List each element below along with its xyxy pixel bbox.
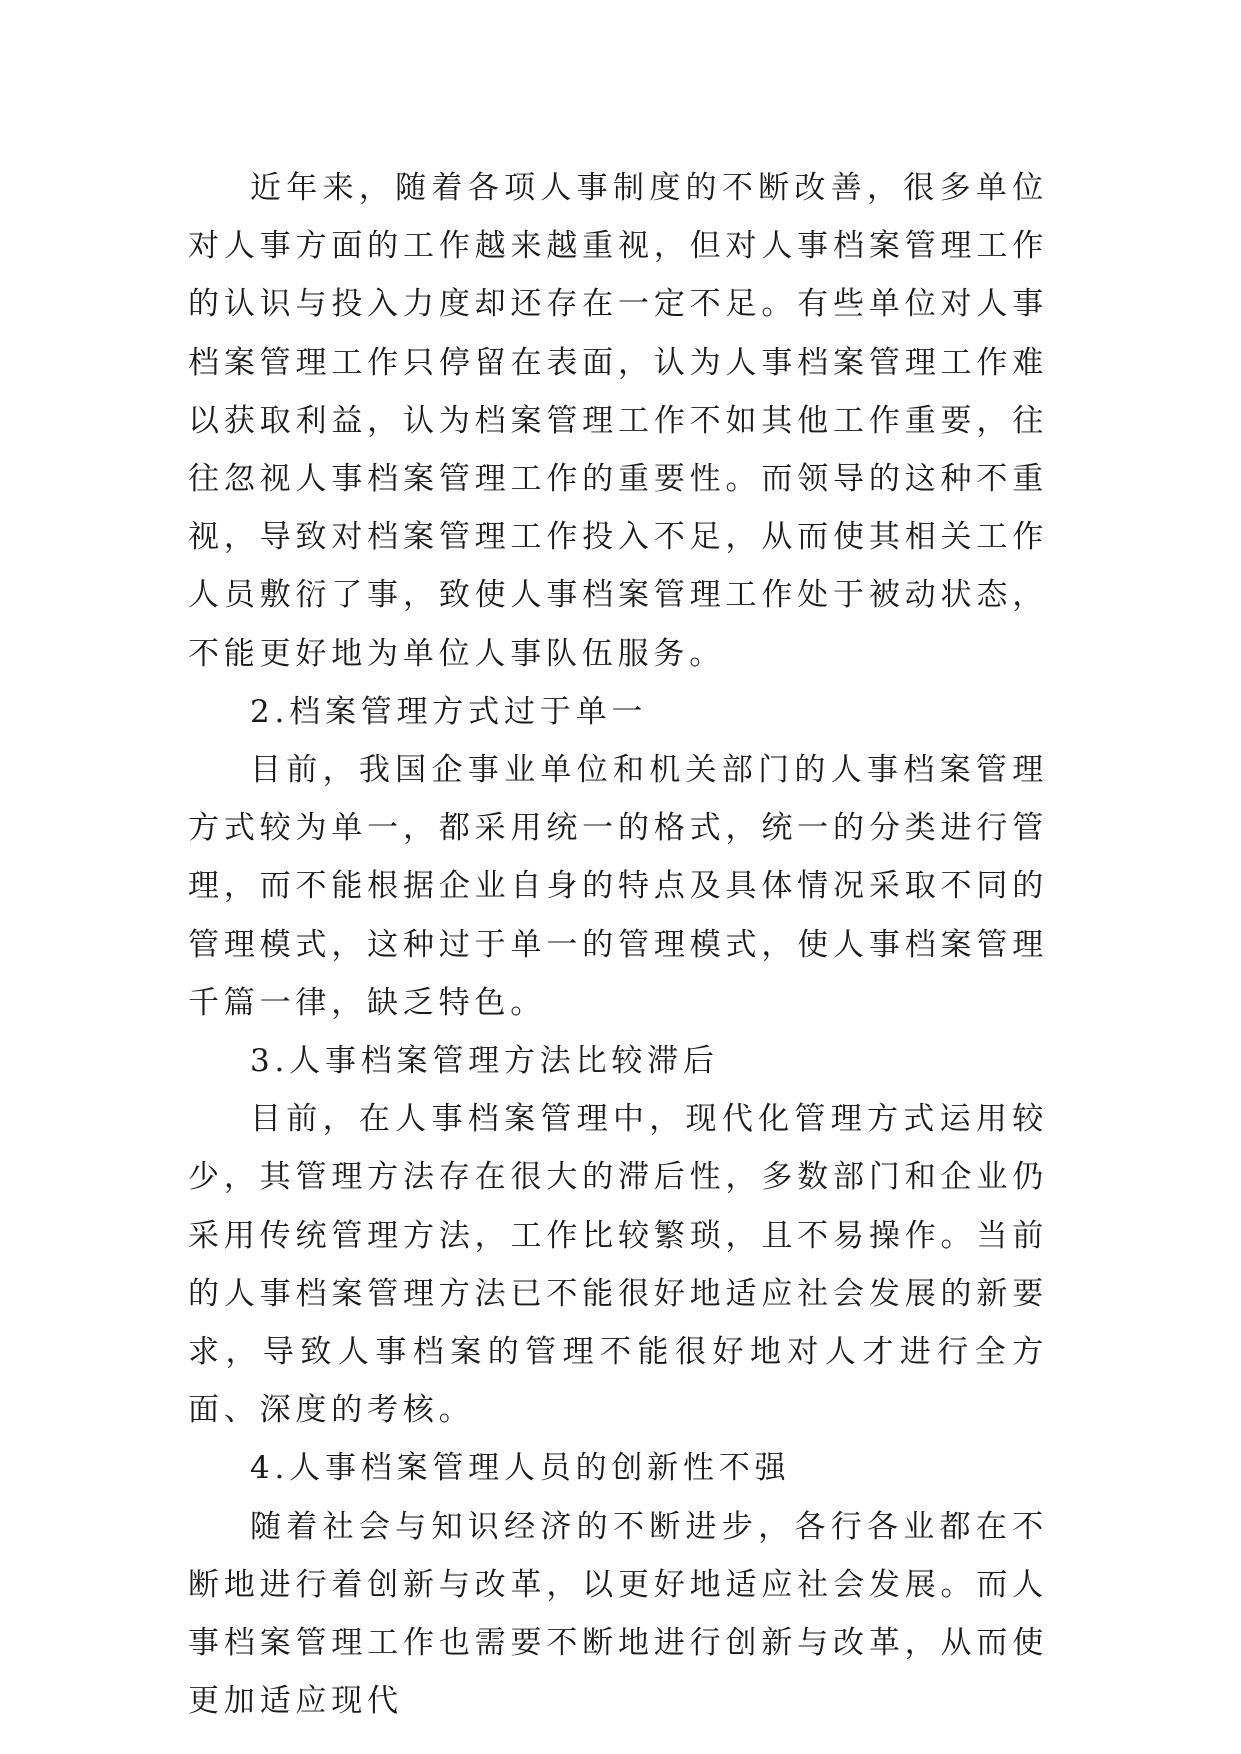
section-heading-3: 3.人事档案管理方法比较滞后 [250,1043,719,1080]
section-heading-4: 4.人事档案管理人员的创新性不强 [250,1450,791,1487]
paragraph-section-3: 目前，在人事档案管理中，现代化管理方式运用较少，其管理方法存在很大的滞后性，多数部门和企业仍采用传统管理方法，工作比较繁琐，且不易操作。当前的人事档案管理方法已不能很好地适应社会发展的新要求，导致人事档案的管理不能很好地对人才进行全方面、深度的考核。 [188,1101,1048,1429]
paragraph-section-4: 随着社会与知识经济的不断进步，各行各业都在不断地进行着创新与改革，以更好地适应社会发展。而人事档案管理工作也需要不断地进行创新与改革，从而使更加适应现代 [188,1508,1048,1720]
section-heading-2: 2.档案管理方式过于单一 [250,693,648,730]
document-body [188,159,1048,1730]
paragraph-section-2: 目前，我国企事业单位和机关部门的人事档案管理方式较为单一，都采用统一的格式，统一的分类进行管理，而不能根据企业自身的特点及具体情况采取不同的管理模式，这种过于单一的管理模式，使人事档案管理千篇一律，缺乏特色。 [188,752,1048,1021]
paragraph-intro: 近年来，随着各项人事制度的不断改善，很多单位对人事方面的工作越来越重视，但对人事档案管理工作的认识与投入力度却还存在一定不足。有些单位对人事档案管理工作只停留在表面，认为人事档案管理工作难以获取利益，认为档案管理工作不如其他工作重要，往往忽视人事档案管理工作的重要性。而领导的这种不重视，导致对档案管理工作投入不足，从而使其相关工作人员敷衍了事，致使人事档案管理工作处于被动状态，不能更好地为单位人事队伍服务。 [188,170,1048,672]
